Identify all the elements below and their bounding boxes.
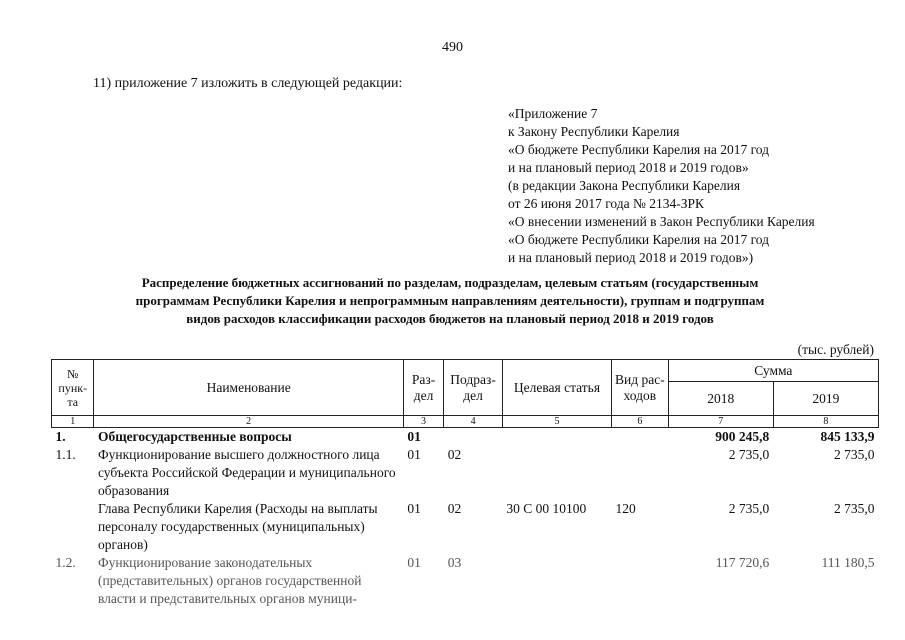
appendix-line: и на плановый период 2018 и 2019 годов») bbox=[508, 250, 754, 265]
row-section: 01 bbox=[407, 429, 421, 444]
header-sum: Сумма bbox=[668, 360, 878, 382]
appendix-line: «О бюджете Республики Карелия на 2017 год bbox=[508, 142, 770, 157]
row-name: Общегосударственные вопросы bbox=[97, 429, 292, 444]
row-sum-2018: 900 245,8 bbox=[715, 429, 770, 444]
row-num: 1.1. bbox=[55, 447, 76, 462]
col-number: 6 bbox=[612, 416, 669, 428]
header-kind: Вид рас- ходов bbox=[612, 360, 669, 416]
header-section: Раз- дел bbox=[403, 360, 443, 416]
row-name: Глава Республики Карелия (Расходы на выплаты персоналу государственных (муниципальных) органов) bbox=[97, 501, 378, 552]
row-section: 01 bbox=[407, 555, 421, 570]
appendix-line: и на плановый период 2018 и 2019 годов» bbox=[508, 160, 749, 175]
appendix-line: (в редакции Закона Республики Карелия bbox=[508, 178, 741, 193]
row-section: 01 bbox=[407, 447, 421, 462]
row-num: 1. bbox=[55, 429, 66, 444]
row-num: 1.2. bbox=[55, 555, 76, 570]
row-sum-2019: 111 180,5 bbox=[821, 555, 875, 570]
row-sum-2018: 117 720,6 bbox=[715, 555, 770, 570]
budget-table bbox=[51, 359, 879, 608]
heading-line: Распределение бюджетных ассигнований по разделам, подразделам, целевым статьям (государственным bbox=[141, 275, 759, 290]
units-label: (тыс. рублей) bbox=[797, 342, 874, 357]
row-subsection: 02 bbox=[447, 501, 462, 516]
row-subsection bbox=[444, 428, 503, 447]
appendix-reference bbox=[508, 105, 815, 267]
table-row bbox=[52, 500, 879, 554]
row-sum-2018: 2 735,0 bbox=[728, 447, 770, 462]
row-sum-2019: 2 735,0 bbox=[834, 447, 875, 462]
header-2018: 2018 bbox=[668, 382, 773, 416]
row-target bbox=[502, 428, 611, 447]
row-subsection: 02 bbox=[447, 447, 462, 462]
table-row bbox=[52, 428, 879, 447]
intro-text: 11) приложение 7 изложить в следующей редакции: bbox=[93, 76, 403, 91]
appendix-line: «О внесении изменений в Закон Республики Карелия bbox=[508, 214, 815, 229]
appendix-line: «О бюджете Республики Карелия на 2017 год bbox=[508, 232, 770, 247]
table-row bbox=[52, 446, 879, 500]
row-subsection: 03 bbox=[447, 555, 462, 570]
heading-line: программам Республики Карелия и непрограммным направлениям деятельности), группам и подгруппам bbox=[135, 293, 765, 308]
col-number: 3 bbox=[403, 416, 443, 428]
row-name: Функционирование высшего должностного лица субъекта Российской Федерации и муниципального образования bbox=[97, 447, 396, 498]
col-number: 1 bbox=[52, 416, 94, 428]
header-2019: 2019 bbox=[773, 382, 878, 416]
row-kind: 120 bbox=[615, 501, 636, 516]
heading-line: видов расходов классификации расходов бюджетов на плановый период 2018 и 2019 годов bbox=[186, 311, 714, 326]
appendix-line: к Закону Республики Карелия bbox=[508, 124, 680, 139]
page-number: 490 bbox=[442, 40, 463, 55]
appendix-line: от 26 июня 2017 года № 2134-ЗРК bbox=[508, 196, 705, 211]
col-number: 4 bbox=[444, 416, 503, 428]
row-kind bbox=[612, 446, 669, 500]
document-heading bbox=[60, 274, 840, 328]
col-number: 8 bbox=[773, 416, 878, 428]
row-section: 01 bbox=[407, 501, 421, 516]
row-num bbox=[52, 500, 94, 554]
row-target bbox=[502, 446, 611, 500]
col-number: 7 bbox=[668, 416, 773, 428]
row-sum-2018: 2 735,0 bbox=[728, 501, 770, 516]
row-sum-2019: 2 735,0 bbox=[834, 501, 875, 516]
col-number: 2 bbox=[94, 416, 403, 428]
row-sum-2019: 845 133,9 bbox=[820, 429, 875, 444]
row-target bbox=[502, 554, 611, 608]
row-target: 30 С 00 10100 bbox=[506, 501, 587, 516]
header-subsection: Подраз- дел bbox=[444, 360, 503, 416]
header-target: Целевая статья bbox=[502, 360, 611, 416]
header-name: Наименование bbox=[94, 360, 403, 416]
row-kind bbox=[612, 554, 669, 608]
header-num: № пунк- та bbox=[52, 360, 94, 416]
table-row bbox=[52, 554, 879, 608]
col-number: 5 bbox=[502, 416, 611, 428]
row-kind bbox=[612, 428, 669, 447]
appendix-line: «Приложение 7 bbox=[508, 106, 598, 121]
row-name: Функционирование законодательных (представительных) органов государственной власти и представительных органов муници- bbox=[97, 555, 362, 606]
